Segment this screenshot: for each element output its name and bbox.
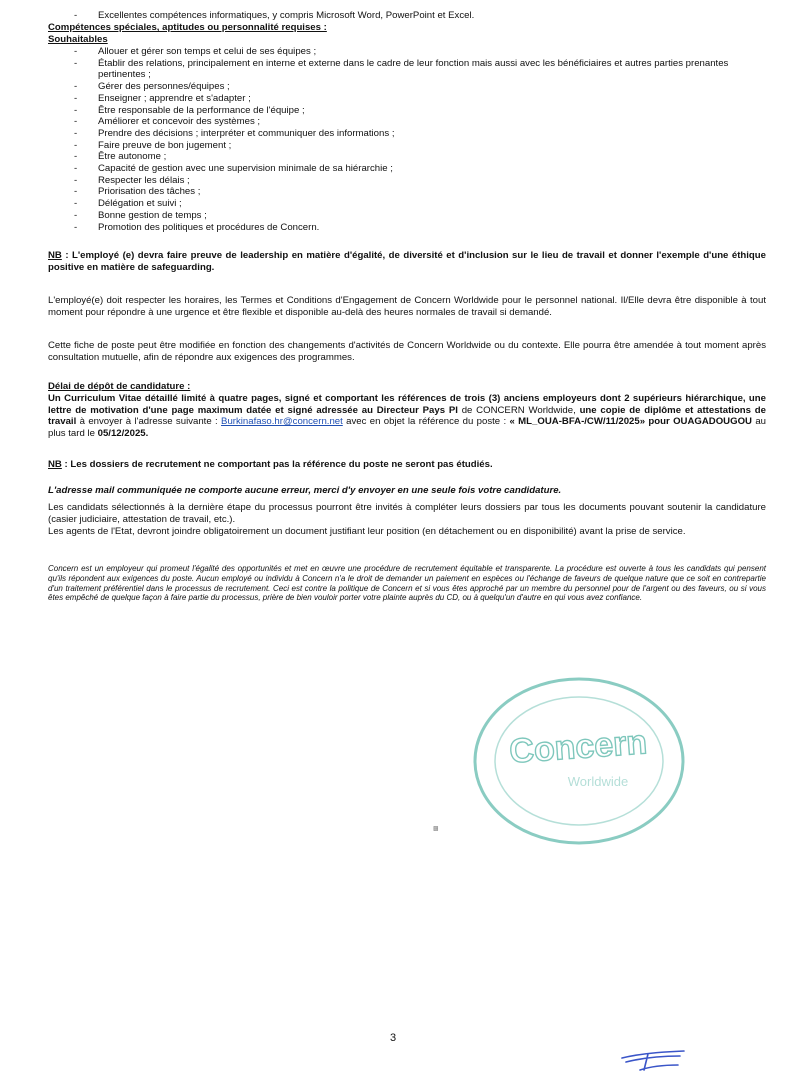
deadline-date: 05/12/2025. [97, 428, 149, 440]
list-dash: - [74, 209, 78, 221]
list-item [48, 175, 766, 187]
list-dash: - [74, 198, 78, 210]
list-item-text: Prendre des décisions ; interpréter et communiquer des informations ; [98, 127, 395, 139]
list-item [48, 163, 766, 175]
list-dash: - [74, 221, 78, 233]
list-item-text: Établir des relations, principalement en interne et externe dans le cadre de leur fonction mais aussi avec les bénéficiaires et autres parties prenantes pertinentes ; [98, 57, 729, 81]
list-item-text: Améliorer et concevoir des systèmes ; [98, 116, 261, 128]
list-item [48, 46, 766, 58]
desirable-list [48, 46, 766, 233]
deadline-part4: à envoyer à l'adresse suivante : [76, 416, 222, 428]
list-item [48, 198, 766, 210]
deadline-part3: une copie de diplôme et attestations de travail [48, 404, 766, 428]
list-item [48, 93, 766, 105]
changes-paragraph: Cette fiche de poste peut être modifiée en fonction des changements d'activités de Concern Worldwide ou du contexte. Elle pourra être amendée à tout moment après consultation mutuelle, afin de répondre aux exigences des programmes. [48, 340, 766, 363]
deadline-heading: Délai de dépôt de candidature : [48, 381, 191, 392]
list-item-text: Capacité de gestion avec une supervision minimale de sa hiérarchie ; [98, 163, 393, 175]
list-item-text: Gérer des personnes/équipes ; [98, 81, 230, 93]
mail-note: L'adresse mail communiquée ne comporte aucune erreur, merci d'y envoyer en une seule fois votre candidature. [48, 485, 562, 496]
list-item [48, 116, 766, 128]
list-item-text: Faire preuve de bon jugement ; [98, 139, 232, 151]
list-item [48, 151, 766, 163]
list-item [48, 210, 766, 222]
list-dash: - [74, 127, 78, 139]
list-item-text: Bonne gestion de temps ; [98, 209, 207, 221]
special-skills-heading: Compétences spéciales, aptitudes ou personnalité requises : [48, 22, 327, 33]
list-dash: - [74, 81, 78, 93]
list-item-text: Promotion des politiques et procédures de Concern. [98, 221, 320, 233]
list-dash: - [74, 186, 78, 198]
list-item [48, 81, 766, 93]
list-item [48, 105, 766, 117]
list-item [48, 58, 766, 81]
desirable-heading: Souhaitables [48, 34, 108, 45]
list-dash: - [74, 104, 78, 116]
deadline-part6: au plus tard le [48, 416, 766, 440]
nb-label: NB [48, 250, 62, 261]
nb-text: : L'employé (e) devra faire preuve de leadership en matière d'égalité, de diversité et d'inclusion sur le lieu de travail et donner l'exemple d'une éthique positive en matière de safeguarding. [48, 250, 766, 273]
selected-candidates-paragraph: Les candidats sélectionnés à la dernière étape du processus pourront être invités à compléter leurs dossiers par tous les documents pouvant soutenir la candidature (casier judiciaire, attestation de travail, etc.). [48, 502, 766, 525]
deadline-part2: de CONCERN Worldwide, [457, 404, 580, 416]
deadline-part1: Un Curriculum Vitae détaillé limité à quatre pages, signé et comportant les références de trois (3) anciens employeurs dont 2 supérieurs hiérarchique, une lettre de motivation d'une page maximum datée et signé adressée au Directeur Pays PI [48, 393, 766, 416]
list-item-text: Respecter les délais ; [98, 174, 190, 186]
list-dash: - [74, 57, 78, 69]
list-item-text: Enseigner ; apprendre et s'adapter ; [98, 92, 251, 104]
list-item-text: Priorisation des tâches ; [98, 186, 201, 198]
signature-initials [618, 1048, 688, 1074]
list-dash: - [74, 10, 78, 21]
list-item-text: Excellentes compétences informatiques, y compris Microsoft Word, PowerPoint et Excel. [98, 10, 475, 21]
email-link[interactable]: Burkinafaso.hr@concern.net [221, 416, 343, 428]
list-dash: - [74, 174, 78, 186]
nb-text: : Les dossiers de recrutement ne comportant pas la référence du poste ne seront pas étudiés. [61, 459, 493, 470]
list-dash: - [74, 139, 78, 151]
nb-leadership [48, 250, 766, 273]
list-item-text: Allouer et gérer son temps et celui de ses équipes ; [98, 46, 317, 57]
concern-stamp [468, 672, 690, 850]
scan-speck: ▩ [433, 826, 439, 832]
list-dash: - [74, 92, 78, 104]
job-reference: « ML_OUA-BFA-/CW/11/2025» pour OUAGADOUGOU [509, 416, 752, 428]
stamp-main-text: Concern [508, 723, 649, 771]
list-item-text: Être responsable de la performance de l'équipe ; [98, 104, 305, 116]
deadline-paragraph [48, 393, 766, 440]
list-item-text: Délégation et suivi ; [98, 198, 182, 210]
top-list-item [48, 10, 786, 22]
hours-paragraph: L'employé(e) doit respecter les horaires, les Termes et Conditions d'Engagement de Concern Worldwide pour le personnel national. Il/Elle devra être disponible à tout moment pour répondre à une urgence et être flexible et disponible au-delà des heures normales de travail si demandé. [48, 295, 766, 318]
deadline-part5: avec en objet la référence du poste : [342, 416, 510, 428]
list-item [48, 186, 766, 198]
stamp-sub-text: Worldwide [567, 774, 629, 789]
list-item [48, 128, 766, 140]
nb-reference [48, 459, 766, 471]
list-item [48, 140, 766, 152]
list-dash: - [74, 46, 78, 57]
list-dash: - [74, 151, 78, 163]
list-item [48, 222, 766, 234]
page-number: 3 [389, 1032, 397, 1044]
nb-label: NB [48, 459, 62, 470]
list-item-text: Être autonome ; [98, 151, 167, 163]
list-dash: - [74, 116, 78, 128]
disclaimer: Concern est un employeur qui promeut l'égalité des opportunités et met en œuvre une procédure de recrutement équitable et transparente. La procédure est ouverte à tous les candidats qui pensent qu'ils répondent aux exigences du poste. Aucun employé ou individu à Concern n'a le droit de demander un paiement en espèces ou l'échange de faveurs de quelque nature que ce soit en contrepartie d'un traitement préférentiel dans le processus de recrutement. Ceci est contre la politique de Concern et si vous êtes approché par un membre du personnel pour de l'argent ou des faveurs, ou si vous êtes empêché de quelque façon à faire partie du processus, prière de bien vouloir porter votre plainte auprès du CD, ou à quelqu'un d'autre en qui vous avez confiance. [48, 564, 766, 603]
state-agents-paragraph: Les agents de l'Etat, devront joindre obligatoirement un document justifiant leur position (en détachement ou en disponibilité) avant la prise de service. [48, 526, 686, 537]
list-dash: - [74, 163, 78, 175]
